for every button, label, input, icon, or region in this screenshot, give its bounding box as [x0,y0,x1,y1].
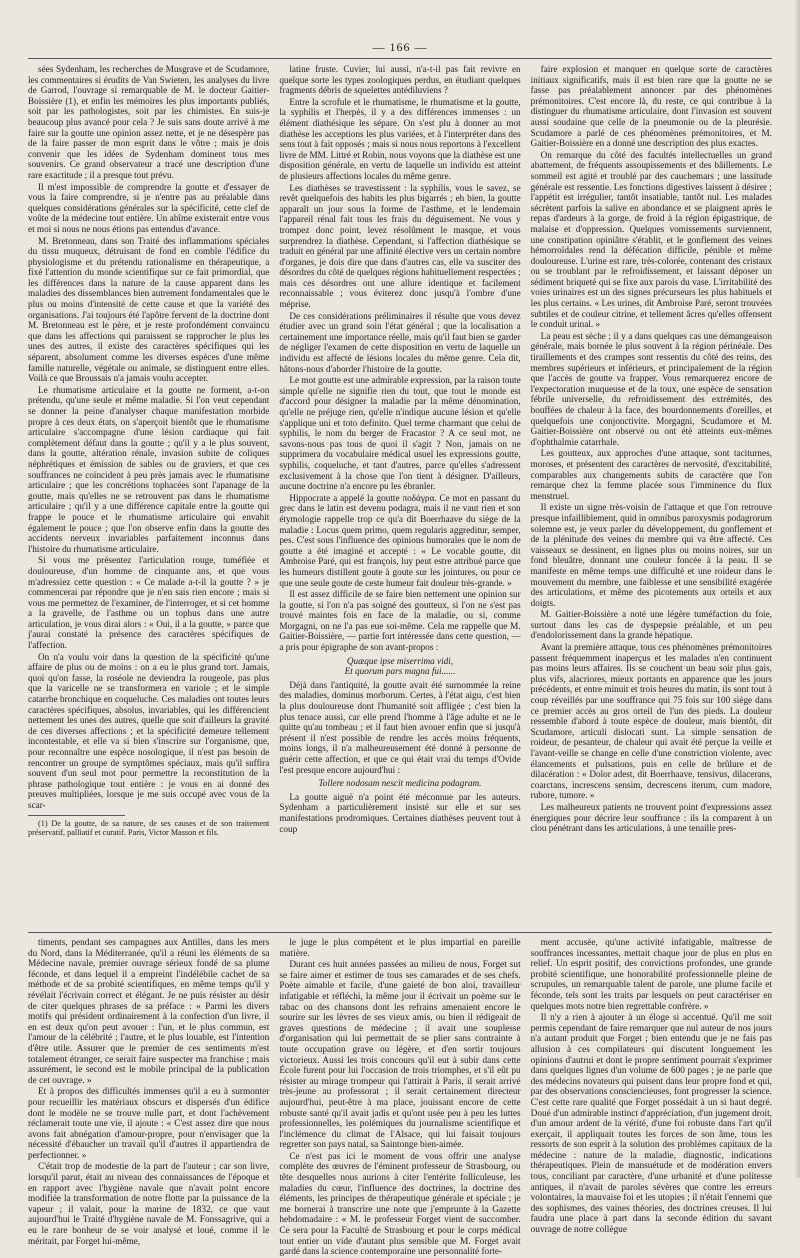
paragraph: De ces considérations préliminaires il résulte que vous devez étudier avec un grand soin l'état général ; que la localisation a certainement une importance réelle, mais qu'il faut bien se garder de négliger l'examen de cette disposition en vertu de laquelle un individu est affecté de lésions locales du même genre. Cela dit, hâtons-nous d'aborder l'histoire de la goutte. [279,310,521,374]
paragraph: M. Gaitier-Boissière a noté une légère tuméfaction du foie, surtout dans les cas de dyspepsie préalable, et un peu d'endolorissement dans la grande hépatique. [530,609,772,641]
paragraph: Il existe un signe très-voisin de l'attaque et que l'on retrouve presque infailliblement, quid in omnibus paroxysmis podagrorum solemne est, je veux parler du développement, du gonflement et de la plénitude des veines du membre qui va être affecté. Ces vaisseaux se dessinent, en lignes plus ou moins noires, sur un fond bleuâtre, donnant une couleur foncée à la peau. Il se manifeste en même temps une difficulté et une roideur dans le mouvement du membre, une faiblesse et une sensibilité exagérée des articulations, et même des picotements aux orteils et aux doigts. [530,502,772,608]
paragraph: M. Bretonneau, dans son Traité des inflammations spéciales du tissu muqueux, détruisant de fond en comble l'édifice du physiologisme et du prétendu rationalisme en thérapeutique, a fixé l'attention du monde scientifique sur ce fait primordial, que les différences dans la nature de la cause apparent dans les maladies des dissemblances bien autrement fondamentales que le plus ou moins d'intensité de cette cause et que la variété des organisations. J'ai toujours été l'apôtre fervent de la doctrine dont M. Bretonneau est le père, et je reste profondément convaincu que dans les affections qui paraissent se rapprocher le plus les unes des autres, il existe des caractères spécifiques qui les séparent, absolument comme les diverses espèces d'une même famille naturelle, végétale ou animale, se distinguent entre elles. Voilà ce que Broussais n'a jamais voulu accepter. [28,235,270,384]
paragraph: Avant la première attaque, tous ces phénomènes prémonitoires passent fréquemment inaperçus et les malades n'en continuent pas moins leurs affaires. Ils se couchent un beau soir plus gais, plus vifs, alacriores, mieux portants en apparence que les jours précédents, et entre minuit et trois heures du matin, ils sont tout à coup réveillés par une souffrance qui 75 fois sur 100 siège dans ce premier accès au gros orteil de l'un des pieds. La douleur ressemble d'abord à toute espèce de douleur, mais bientôt, dit Scudamore, articuli dislocati sunt. La simple sensation de roideur, de pesanteur, de chaleur qui avait été perçue la veille et l'avant-veille se change en celle d'une constriction violente, avec élancements et pulsations, puis en celle de brûlure et de dilacération : « Dolor adest, dit Boerrhaave, tensivus, dilacerans, coarctans, increscens sensim, decrescens iterum, cum madore, rubore, tumore. » [530,642,772,801]
paragraph: La goutte aiguë n'a point été méconnue par les auteurs. Sydenham a particulièrement insisté sur elle et sur ses manifestations prodromiques. Certaines diathèses peuvent tout à coup [279,791,521,834]
paragraph: La peau est sèche ; il y a dans quelques cas une démangeaison générale, mais bornée le plus souvent à la région périnéale. Des tiraillements et des crampes sont ressentis du côté des reins, des membres supérieurs et inférieurs, et principalement de la région que l'accès de goutte va frapper. Vous remarquerez encore de l'expectoration muqueuse et de la toux, une espèce de sensation fébrile universelle, du refroidissement des extrémités, des bouffées de chaleur à la face, des bourdonnements d'oreilles, et quelquefois une conjonctivite. Morgagni, Scudamore et M. Gaitier-Boissière ont observé ou ont été atteints eux-mêmes d'ophthalmie catarrhale. [530,330,772,447]
paragraph: Hippocrate a appelé la goutte ποδάγρα. Ce mot en passant du grec dans le latin est devenu podagra, mais il ne vaut rien et son étymologie rappelle trop ce qu'a dit Boerrhaave du siège de la maladie : Locus quem primo, quem regularis aggreditur, semper, pes. C'est sous l'influence des opinions humorales que le nom de goutte a été imaginé et accepté : « Le vocable goutte, dit Ambroise Paré, qui est françois, luy peut estre attribué parce que les humeurs distillent goute à goute sur les jointures, ou pour ce que une seule goute de ceste humeur fait douleur très-grande. » [279,492,521,588]
paragraph: Le rhumatisme articulaire et la goutte ne forment, a-t-on prétendu, qu'une seule et même maladie. Si l'on veut cependant se donner la peine d'analyser chaque manifestation morbide propre à ces deux états, on s'aperçoit bientôt que le rhumatisme articulaire s'accompagne d'une lésion cardiaque qui fait complètement défaut dans la goutte ; qu'il y a le plus souvent, dans la goutte, altération rénale, invasion subite de coliques néphrétiques et émission de sables ou de graviers, et que ces souffrances ne coïncident à peu près jamais avec le rhumatisme articulaire ; que les concrétions tophacées sont l'apanage de la goutte, mais qu'elles ne se retrouvent pas dans le rhumatisme articulaire ; qu'il y a une différence capitale entre la goutte qui frappe le pouce et le rhumatisme articulaire qui envahit également le pouce ; que l'on observe enfin dans la goutte des accidents nerveux invariables parfaitement inconnus dans l'histoire du rhumatisme articulaire. [28,384,270,554]
quote-line: Et quorum pars magna fui...... [344,666,456,677]
latin-quotation [279,656,520,677]
paragraph: Le mot goutte est une admirable expression, par la raison toute simple qu'elle ne signifie rien du tout, que tout le monde est d'accord pour désigner la maladie par la même dénomination, qu'elle ne préjuge rien, qu'elle n'indique aucune lésion et qu'elle s'applique uni et toto definito. Quel terme charmant que celui de syphilis, le nom du berger de Fracastor ? A ce seul mot, ne savons-nous pas tous de quoi il s'agit ? Non, jamais on ne supprimera du vocabulaire médical usuel les expressions goutte, syphilis, coqueluche, et tant d'autres, parce qu'elles s'adressent exclusivement à la chose que l'on tient à désigner. D'ailleurs, aucune doctrine n'a encore pu les ébranler. [279,375,521,492]
paragraph: Les diathèses se travestissent : la syphilis, vous le savez, se revêt quelquefois des habits les plus bigarrés ; eh bien, la goutte apparaît un jour sous la forme de l'asthme, et le lendemain l'appareil rénal fait tous les frais du déguisement. Ne vous y trompez donc point, levez résolûment le masque, et vous surprendrez la diathèse. Cependant, si l'affection diathésique se traduit en général par une affinité élective vers un certain nombre d'organes, je dois dire que dans d'autres cas, elle va susciter des désordres du côté de quelques régions habituellement respectées ; mais ces désordres ont une allure identique et facilement reconnaissable ; vous éviterez donc jusqu'à l'ombre d'une méprise. [279,182,521,310]
upper-column-1 [28,64,269,930]
paragraph: On remarque du côté des facultés intellectuelles un grand abattement, de fréquents assoupissements et des bâillements. Le sommeil est agité et troublé par des cauchemars ; une lassitude générale est ressentie. Les fonctions digestives laissent à désirer ; l'appétit est irrégulier, tantôt insatiable, tantôt nul. Les malades sécrètent parfois la salive en abondance et se plaignent après le repas d'ardeurs à la gorge, de froid à la région épigastrique, de malaise et d'oppression. Quelques vomissements surviennent, une constipation opiniâtre s'établit, et le gonflement des veines hémorroïdales rend la défécation difficile, pénible et même douloureuse. L'urine est rare, très-colorée, contenant des cristaux ou se troublant par le refroidissement, et laissant déposer un sédiment briqueté qui se fixe aux parois du vase. L'irritabilité des voies urinaires est un des signes précurseurs les plus habituels et les plus certains. « Les urines, dit Ambroise Paré, seront trouvées subtiles et de couleur citrine, et tellement âcres qu'elles offensent le conduit urinal. » [530,149,772,330]
paragraph: latine fruste. Cuvier, lui aussi, n'a-t-il pas fait revivre en quelque sorte les types zoologiques perdus, en étudiant quelques fragments débris de squelettes antédiluviens ? [279,64,521,96]
footnote: (1) De la goutte, de sa nature, de ses causes et de son traitement préservatif, palliatif et curatif. Paris, Victor Masson et fils. [28,818,270,837]
upper-article [28,64,772,930]
paragraph: ment accusée, qu'une activité infatigable, maîtresse de souffrances incessantes, mettait chaque jour de plus en plus en relief. Un esprit positif, des convictions profondes, une grande probité scientifique, une honorabilité professionnelle pleine de scrupules, un remarquable talent de parole, une plume facile et féconde, tels sont les traits par lesquels on peut caractériser en quelques mots notre bien regrettable confrère. » [530,938,772,1012]
paragraph: Il est assez difficile de se faire bien nettement une opinion sur la goutte, si l'on n'a pas soigné des goutteux, si l'on ne s'est pas trouvé maintes fois en face de la maladie, ou si, comme Morgagni, on ne l'a pas eue soi-même. Cela me rappelle que M. Gaitier-Boissière, — partie fort intéressée dans cette question, — a pris pour épigraphe de son avant-propos : [279,589,521,653]
latin-verse: Tollere nodosam nescit medicina podagram. [318,778,482,789]
section-divider [28,932,772,933]
paragraph: le juge le plus compétent et le plus impartial en pareille matière. [279,938,521,959]
header-rule [28,58,772,59]
paragraph: timents, pendant ses campagnes aux Antilles, dans les mers du Nord, dans la Méditerranée, qu'il a réuni les éléments de sa Médecine navale, premier ouvrage sérieux fondé de sa plume féconde, et dans lequel il a empreint l'indélébile cachet de sa méthode et de sa probité scientifiques, en même temps qu'il y révélait l'écrivain correct et élégant. Je ne puis résister au désir de citer quelques phrases de sa préface : « Parmi les divers motifs qui président ordinairement à la confection d'un livre, il en est deux qu'on peut avouer : l'un, et le plus commun, est l'amour de la célébrité ; l'autre, et le plus louable, est l'intention d'être utile. Assurer que le premier de ces sentiments m'est totalement étranger, ce serait faire suspecter ma franchise ; mais assurément, le second est le mobile principal de la publication de cet ouvrage. » [28,938,270,1086]
paragraph: Il n'y a rien à ajouter à un éloge si accentué. Qu'il me soit permis cependant de faire remarquer que nul auteur de nos jours n'a autant produit que Forget ; bien entendu que je ne fais pas allusion à ces compilateurs qui discutent longuement les opinions d'autrui et dont le propre sentiment pourrait s'exprimer dans quelques lignes d'un volume de 600 pages ; je ne parle que des médecins novateurs qui puisent dans leur propre fond et qui, par des observations consciencieuses, font progresser la science. C'est cette rare qualité que Forget possédait à un si haut degré. Doué d'un admirable instinct d'appréciation, d'un jugement droit, d'un amour ardent de la vérité, d'une foi robuste dans l'art qu'il exerçait, il appliquait toutes les forces de son âme, tous les ressorts de son esprit à la solution des problèmes capitaux de la médecine : nature de la maladie, diagnostic, indications thérapeutiques. Plein de mansuétude et de modération envers tous, conciliant par caractère, d'une urbanité et d'une politesse antiques, il n'avait de paroles sévères que contre les erreurs volontaires, la mauvaise foi et les utopies ; il n'était l'ennemi que des sophismes, des vaines théories, des doctrines creuses. Il lui faudra une place à part dans la seconde édition du savant ouvrage de notre collègue [530,1013,772,1236]
upper-column-2 [279,64,520,930]
page-edge-shadow [794,0,800,1178]
paragraph: Les goutteux, aux approches d'une attaque, sont taciturnes, moroses, et présentent des caractères de nervosité, d'excitabilité, comparables aux changements subits de caractère que l'on remarque chez la femme placée sous l'imminence du flux menstruel. [530,448,772,501]
quote-line: Quæque ipse miserrima vidi, [346,655,454,666]
paragraph: faire explosion et manquer en quelque sorte de caractères initiaux significatifs, mais il est bien rare que la goutte ne se fasse pas préalablement annoncer par des phénomènes prémonitoires. C'est encore là, du reste, ce qui contribue à la distinguer du rhumatisme articulaire, dont l'invasion est souvent aussi soudaine que celle de la pneumonie ou de la pleurésie. Scudamore a parlé de ces phénomènes prémonitoires, et M. Gaitier-Boissière en a donné une description des plus exactes. [530,64,772,149]
lower-feuilleton [28,938,772,1258]
paragraph: Si vous me présentez l'articulation rouge, tuméfiée et douloureuse, d'un homme de cinquante ans, et que vous m'adressiez cette question : « Ce malade a-t-il la goutte ? » je commencerai par répondre que je n'en sais rien encore ; mais si vous me permettez de l'examiner, de l'interroger, et si cet homme a la gravelle, de l'asthme ou un tophus dans une autre articulation, je vous dirai alors : « Oui, il a la goutte, » parce que j'aurai constaté la présence des caractères spécifiques de l'affection. [28,555,270,651]
lower-column-1 [28,938,269,1258]
upper-column-3 [531,64,772,930]
paragraph: sées Sydenham, les recherches de Musgrave et de Scudamore, les commentaires si érudits de Van Swieten, les analyses du livre de Garrod, l'ouvrage si remarquable de M. le docteur Gaitier-Boissière (1), et enfin les mémoires les plus importants publiés, soit par les pathologistes, soit par les chimistes. En suis-je beaucoup plus avancé pour cela ? Je suis sans doute arrivé à me faire sur la goutte une opinion assez nette, et je ne désespère pas de la faire passer de mon esprit dans le vôtre ; mais je dois convenir que les idées de Sydenham dominent tous mes souvenirs. Ce grand observateur a tracé une description d'une rare exactitude ; il a presque tout prévu. [28,64,270,180]
footnote-rule [28,815,125,816]
paragraph: Ce n'est pas ici le moment de vous offrir une analyse complète des œuvres de l'éminent professeur de Strasbourg, ou tête desquelles nous aurions à citer l'entérite folliculeuse, les maladies du cœur, l'influence des doctrines, la doctrine des éléments, les principes de thérapeutique générale et spéciale ; je me bornerai à transcrire une note que j'emprunte à la Gazette hebdomadaire : « M. le professeur Forget vient de succomber. Ce sera pour la Faculté de Strasbourg et pour le corps médical tout entier un vide d'autant plus sensible que M. Forget avait gardé dans la science contemporaine une personnalité forte- [279,1151,521,1258]
paragraph: Il m'est impossible de comprendre la goutte et d'essayer de vous la faire comprendre, si je n'entre pas au préalable dans quelques considérations générales sur la spécificité, cette clef de voûte de la médecine tout entière. Un abîme existerait entre vous et moi si nous ne nous étions pas entendus d'avance. [28,181,270,234]
paragraph: On n'a voulu voir dans la question de la spécificité qu'une affaire de plus ou de moins : on a eu le plus grand tort. Jamais, quoi qu'on fasse, la roséole ne deviendra la rougeole, pas plus que la varicelle ne se transformera en variole ; et le simple catarrhe bronchique en coqueluche. Ces maladies ont toutes leurs caractères spécifiques, absolus, invariables, qui les différencient nettement les unes des autres, quelle que soit d'ailleurs la gravité de ces diverses affections ; et la spécificité demeure tellement incontestable, et elle va si bien s'inscrire sur l'organisme, que, pour reconnaître une espèce nosologique, il n'est pas besoin de rencontrer un groupe de symptômes spéciaux, mais qu'il suffira souvent d'un seul mot pour permettre la reconstitution de la phrase pathologique tout entière : je vous en ai donné des preuves multipliées, lorsque je me suis occupé avec vous de la scar- [28,651,270,810]
lower-column-3 [531,938,772,1258]
lower-column-2 [279,938,520,1258]
paragraph: Entre la scrofule et le rhumatisme, le rhumatisme et la goutte, la syphilis et l'herpès, il y a des différences immenses : un élément diathésique les sépare. On s'est plu à donner au mot diathèse les acceptions les plus variées, et à l'interpréter dans des sens tout à fait opposés ; mais si nous nous reportons à l'excellent livre de MM. Littré et Robin, nous voyons que la diathèse est une disposition générale, en vertu de laquelle un individu est atteint de plusieurs affections locales du même genre. [279,96,521,181]
paragraph: Les malheureux patients ne trouvent point d'expressions assez énergiques pour décrire leur souffrance : ils la comparent à un clou pénétrant dans les articulations, à une tenaille pres- [530,801,772,834]
paragraph: Déjà dans l'antiquité, la goutte avait été surnommée la reine des maladies, dominus morborum. Certes, à l'état aigu, c'est bien la plus douloureuse dont l'humanité soit affligée ; c'est bien la plus tenace aussi, car elle prend l'homme à l'âge adulte et ne le quitte qu'au tombeau ; et il faut bien avouer enfin que si jusqu'à présent il n'est possible de rendre les accès moins fréquents, moins longs, il n'a malheureusement été donné à personne de guérir cette affection, et que ce qui était vrai du temps d'Ovide l'est presque encore aujourd'hui : [279,679,521,775]
paragraph: Et à propos des difficultés immenses qu'il a eu à surmonter pour recueillir les matériaux obscurs et dispersés d'un édifice dont le modèle ne se trouve nulle part, et dont l'achèvement réclamerait toute une vie, il ajoute : « C'est assez dire que nous avons fait abnégation d'amour-propre, pour n'envisager que la nécessité d'ébaucher un travail qu'il d'autres il appartiendra de perfectionner. » [28,1087,270,1161]
paragraph: Durant ces huit années passées au milieu de nous, Forget sut se faire aimer et estimer de tous ses camarades et de ses chefs. Poète aimable et facile, d'une gaieté de bon aloi, travailleur infatigable et réfléchi, la même jour il écrivait un poème sur le tabac ou des chansons dont les refrains amenaient encore le sourire sur les lèvres de ses vieux amis, ou bien il rédigeait de graves questions de médecine ; il avait une souplesse d'organisation qui lui permettait de se plier sans contrainte à toute occupation grave ou légère, et d'en sortir toujours victorieux. Aussi les trois concours qu'il eut à subir dans cette École furent pour lui l'occasion de trois triomphes, et s'il eût pu résister au mirage trompeur qui l'attirait à Paris, il serait arrivé très-jeune au professorat ; il serait certainement directeur aujourd'hui, peut-être à ma place, jouissant encore de cette robuste santé qu'il avait jadis et qu'ont usée peu à peu les luttes professionnelles, les polémiques du journalisme scientifique et l'inclémence du climat de l'Alsace, qui lui faisait toujours regretter son pays natal, sa Saintonge bien-aimée. [279,960,521,1151]
paragraph: C'était trop de modestie de la part de l'auteur ; car son livre, lorsqu'il parut, était au niveau des connaissances de l'époque et en rapport avec l'hygiène navale que n'avait point encore modifiée la transformation de notre flotte par la puissance de la vapeur ; il valait, pour la marine de 1832, ce que vaut aujourd'hui le Traité d'hygiène navale de M. Fonssagrive, qui a eu le rare bonheur de se voir analysé et loué, comme il le méritait, par Forget lui-même, [28,1162,270,1247]
page-number: — 166 — [372,40,428,54]
